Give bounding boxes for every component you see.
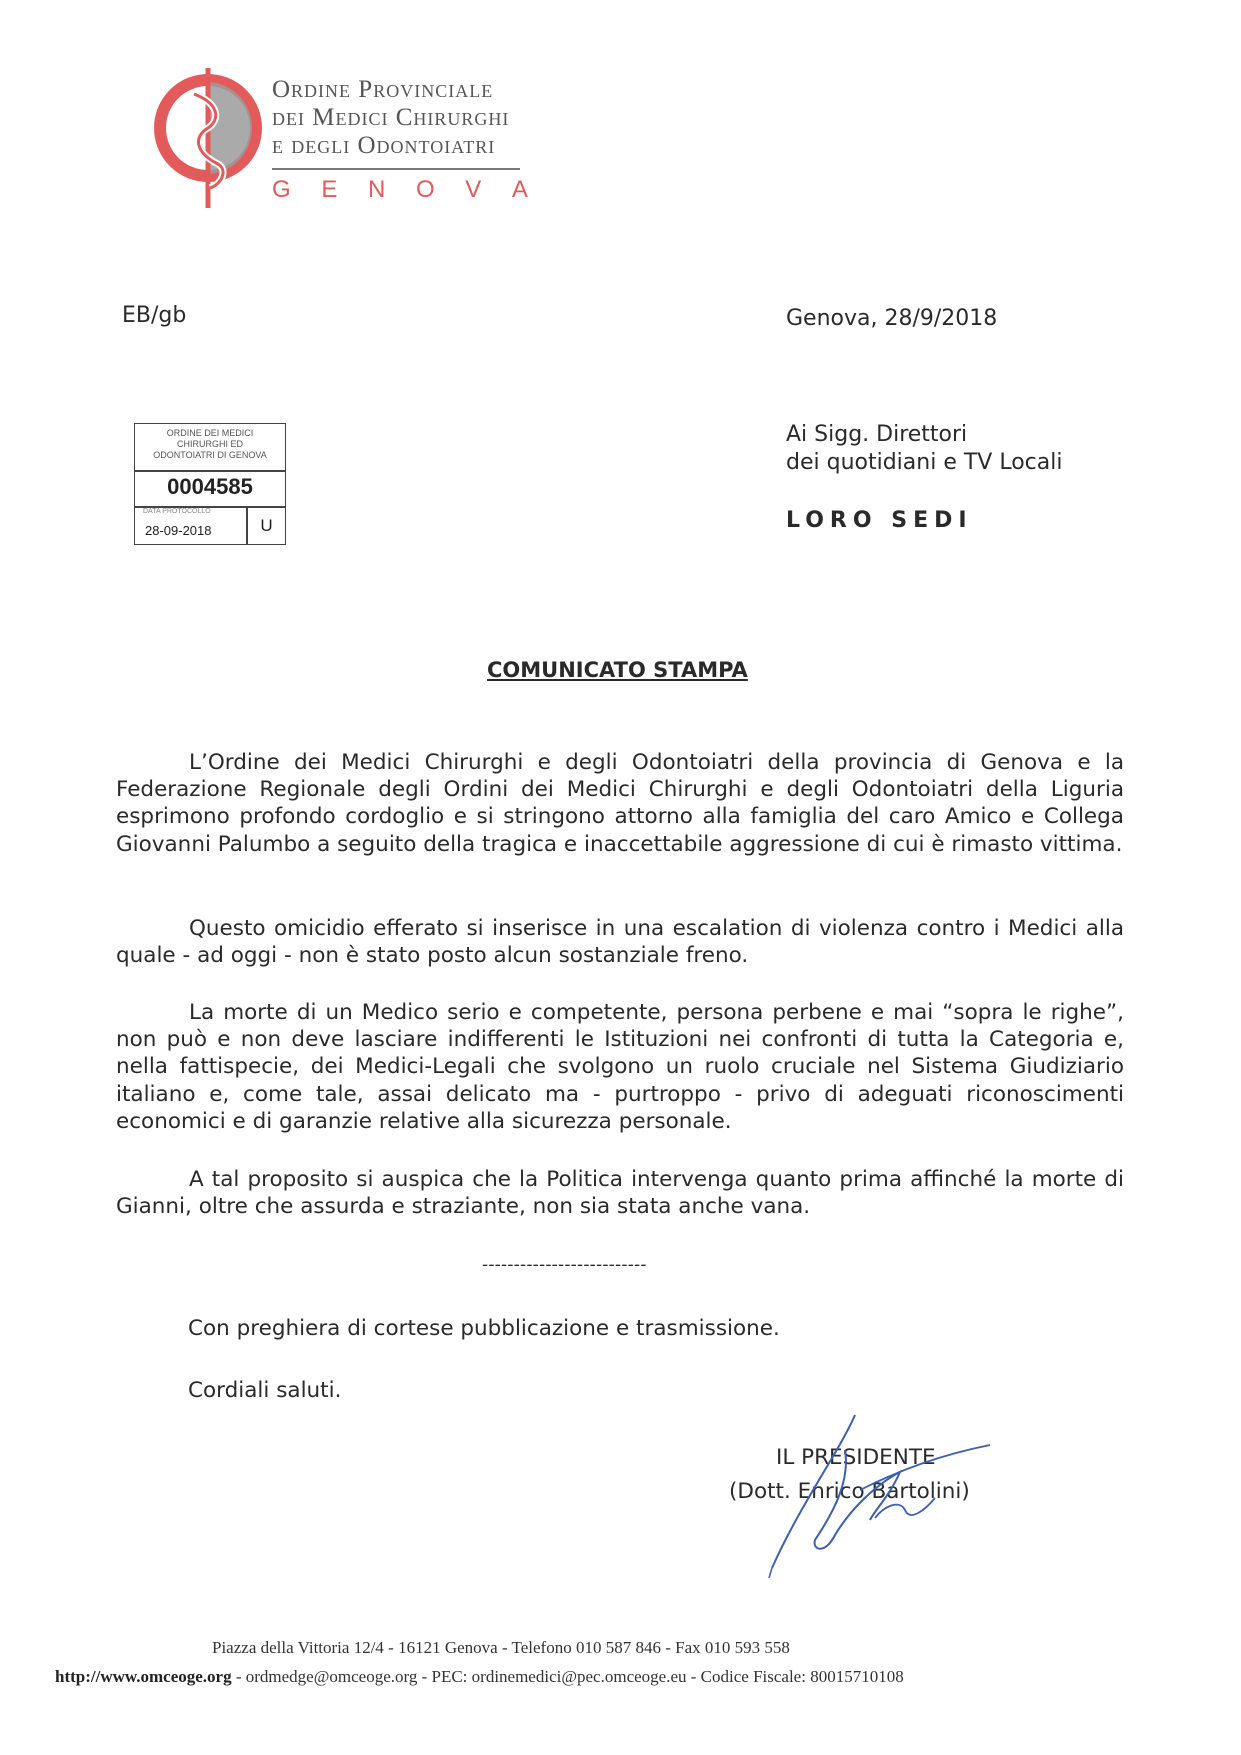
org-name-line2: dei Medici Chirurghi bbox=[272, 104, 510, 131]
fiscal-code: - Codice Fiscale: 80015710108 bbox=[686, 1667, 904, 1686]
stamp-header bbox=[135, 428, 285, 461]
closing-line1: Con preghiera di cortese pubblicazione e trasmissione. bbox=[188, 1316, 780, 1341]
body-paragraph: La morte di un Medico serio e competente, persona perbene e mai “sopra le righe”, non può e non deve lasciare indifferenti le Istituzioni nei confronti di tutta la Categoria e, nella fattispecie, dei Medici-Legali che svolgono un ruolo cruciale nel Sistema Giudiziario italiano e, come tale, assai delicato ma - purtroppo - privo di adeguati riconoscimenti economici e di garanzie relative alla sicurezza personale. bbox=[116, 1000, 1124, 1134]
footer-contacts bbox=[55, 1667, 904, 1687]
protocol-stamp bbox=[134, 423, 286, 545]
city-letter: A bbox=[511, 176, 528, 203]
footer-pec-label: - PEC: bbox=[417, 1667, 472, 1686]
stamp-divider bbox=[135, 470, 285, 472]
closing-line2: Cordiali saluti. bbox=[188, 1378, 342, 1403]
protocol-date-label: DATA PROTOCOLLO bbox=[143, 508, 211, 515]
letterhead-divider bbox=[272, 168, 520, 170]
reference-code: EB/gb bbox=[122, 303, 187, 328]
email-link[interactable]: ordmedge@omceoge.org bbox=[245, 1667, 418, 1686]
footer-address: Piazza della Vittoria 12/4 - 16121 Genova - Telefono 010 587 846 - Fax 010 593 558 bbox=[212, 1638, 790, 1657]
document-title: COMUNICATO STAMPA bbox=[487, 658, 748, 682]
signatory-name: (Dott. Enrico Bartolini) bbox=[729, 1479, 970, 1504]
signatory-role: IL PRESIDENTE bbox=[776, 1445, 936, 1470]
recipient-line2: dei quotidiani e TV Locali bbox=[786, 450, 1063, 475]
website-link[interactable]: http://www.omceoge.org bbox=[55, 1667, 232, 1686]
protocol-code: U bbox=[260, 516, 273, 535]
city-letter: E bbox=[321, 176, 338, 203]
separator-line: -------------------------- bbox=[482, 1255, 647, 1275]
body-paragraph: L’Ordine dei Medici Chirurghi e degli Odontoiatri della provincia di Genova e la Federazione Regionale degli Ordini dei Medici Chirurghi e degli Odontoiatri della Liguria esprimono profondo cordoglio e si stringono attorno alla famiglia del caro Amico e Collega Giovanni Palumbo a seguito della tragica e inaccettabile aggressione di cui è rimasto vittima. bbox=[116, 750, 1124, 857]
city-letter: G bbox=[272, 176, 291, 203]
protocol-date: 28-09-2018 bbox=[145, 523, 212, 538]
footer-separator: - bbox=[231, 1667, 246, 1686]
protocol-number: 0004585 bbox=[167, 474, 253, 499]
pec-email-link[interactable]: ordinemedici@pec.omceoge.eu bbox=[471, 1667, 687, 1686]
letter-date: Genova, 28/9/2018 bbox=[786, 306, 998, 331]
body-paragraph: Questo omicidio efferato si inserisce in una escalation di violenza contro i Medici alla quale - ad oggi - non è stato posto alcun sostanziale freno. bbox=[116, 916, 1124, 969]
stamp-header-line: ORDINE DEI MEDICI bbox=[166, 428, 254, 438]
org-name-line3: e degli Odontoiatri bbox=[272, 132, 496, 159]
org-name-line1: Ordine Provinciale bbox=[272, 76, 494, 103]
city-letter: V bbox=[465, 176, 482, 203]
city-letter: O bbox=[415, 176, 435, 203]
org-city bbox=[272, 176, 528, 204]
city-letter: N bbox=[367, 176, 386, 203]
stamp-header-line: ODONTOIATRI DI GENOVA bbox=[153, 450, 267, 460]
recipient-line3: LORO SEDI bbox=[786, 508, 973, 533]
handwritten-signature-icon bbox=[700, 1410, 1000, 1590]
recipient-line1: Ai Sigg. Direttori bbox=[786, 422, 968, 447]
stamp-header-line: CHIRURGHI ED bbox=[176, 439, 243, 449]
body-paragraph: A tal proposito si auspica che la Politica intervenga quanto prima affinché la morte di Gianni, oltre che assurda e straziante, non sia stata anche vana. bbox=[116, 1167, 1124, 1220]
